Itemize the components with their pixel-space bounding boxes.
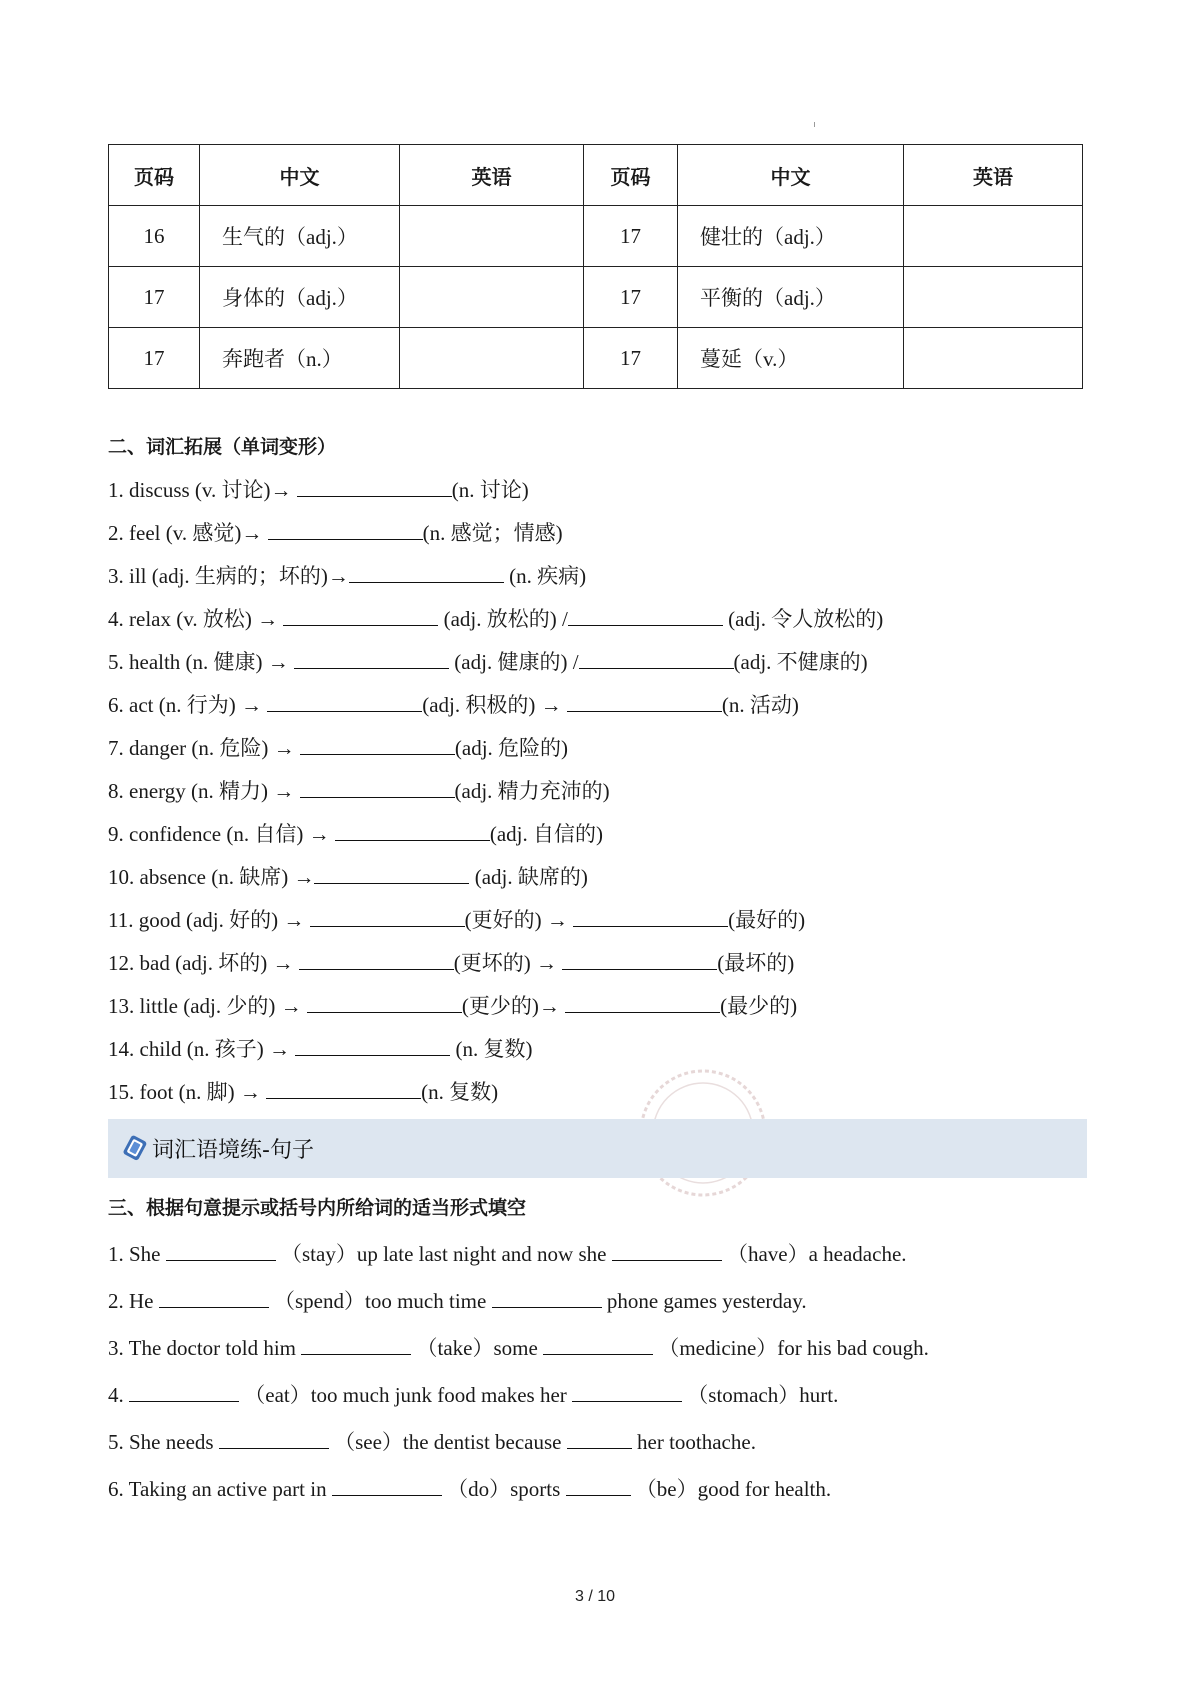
table-row (109, 267, 1083, 328)
page-cell: 16 (109, 206, 200, 267)
chinese-cell: 健壮的（adj.） (678, 206, 904, 267)
word-form-item: 5. health (n. 健康) → (adj. 健康的) / (adj. 不健康的) (108, 650, 868, 674)
answer-blank[interactable] (492, 1287, 602, 1308)
answer-blank[interactable] (579, 648, 734, 669)
answer-blank[interactable] (572, 1381, 682, 1402)
english-answer-cell[interactable] (904, 267, 1083, 328)
chinese-cell: 身体的（adj.） (200, 267, 400, 328)
word-form-item: 12. bad (adj. 坏的) → (更坏的) → (最坏的) (108, 951, 795, 975)
answer-blank[interactable] (300, 777, 455, 798)
table-row (109, 206, 1083, 267)
word-form-item: 11. good (adj. 好的) → (更好的) → (最好的) (108, 908, 806, 932)
english-answer-cell[interactable] (400, 267, 584, 328)
answer-blank[interactable] (219, 1428, 329, 1449)
answer-blank[interactable] (268, 519, 423, 540)
page-cell: 17 (584, 328, 678, 389)
top-mark (814, 122, 815, 127)
section-two-title: 二、词汇拓展（单词变形） (108, 436, 337, 458)
answer-blank[interactable] (267, 691, 422, 712)
word-form-item: 2. feel (v. 感觉)→ (n. 感觉；情感) (108, 521, 563, 545)
answer-blank[interactable] (294, 648, 449, 669)
chinese-cell: 生气的（adj.） (200, 206, 400, 267)
word-form-item: 15. foot (n. 脚) → (n. 复数) (108, 1080, 499, 1104)
header-page: 页码 (584, 145, 678, 206)
answer-blank[interactable] (166, 1240, 276, 1261)
pencil-icon (123, 1135, 149, 1163)
word-form-item: 6. act (n. 行为) → (adj. 积极的) → (n. 活动) (108, 693, 799, 717)
answer-blank[interactable] (266, 1078, 421, 1099)
chinese-cell: 平衡的（adj.） (678, 267, 904, 328)
header-chinese: 中文 (200, 145, 400, 206)
banner-title: 词汇语境练-句子 (152, 1138, 314, 1163)
word-form-item: 9. confidence (n. 自信) → (adj. 自信的) (108, 822, 604, 846)
answer-blank[interactable] (295, 1035, 450, 1056)
answer-blank[interactable] (299, 949, 454, 970)
sentence-item: 1. She （stay）up late last night and now she （have）a headache. (108, 1242, 907, 1266)
vocabulary-table (108, 144, 1083, 389)
answer-blank[interactable] (129, 1381, 239, 1402)
answer-blank[interactable] (568, 605, 723, 626)
answer-blank[interactable] (349, 562, 504, 583)
sentence-item: 6. Taking an active part in （do）sports （be）good for health. (108, 1477, 832, 1501)
section-three-title: 三、根据句意提示或括号内所给词的适当形式填空 (108, 1197, 527, 1219)
word-form-item: 10. absence (n. 缺席) → (adj. 缺席的) (108, 865, 588, 889)
answer-blank[interactable] (159, 1287, 269, 1308)
word-form-item: 7. danger (n. 危险) → (adj. 危险的) (108, 736, 569, 760)
english-answer-cell[interactable] (400, 328, 584, 389)
header-english: 英语 (400, 145, 584, 206)
answer-blank[interactable] (310, 906, 465, 927)
header-page: 页码 (109, 145, 200, 206)
chinese-cell: 蔓延（v.） (678, 328, 904, 389)
answer-blank[interactable] (297, 476, 452, 497)
word-form-item: 4. relax (v. 放松) → (adj. 放松的) / (adj. 令人放松的) (108, 607, 884, 631)
header-english: 英语 (904, 145, 1083, 206)
page-number: 3 / 10 (574, 1588, 616, 1605)
table-row (109, 328, 1083, 389)
answer-blank[interactable] (567, 1428, 632, 1449)
sentence-item: 2. He （spend）too much time phone games yesterday. (108, 1289, 807, 1313)
sentence-item: 3. The doctor told him （take）some （medicine）for his bad cough. (108, 1336, 929, 1360)
word-form-item: 13. little (adj. 少的) → (更少的)→ (最少的) (108, 994, 798, 1018)
english-answer-cell[interactable] (904, 206, 1083, 267)
sentence-item: 5. She needs （see）the dentist because her toothache. (108, 1430, 756, 1454)
answer-blank[interactable] (300, 734, 455, 755)
answer-blank[interactable] (566, 1475, 631, 1496)
english-answer-cell[interactable] (400, 206, 584, 267)
answer-blank[interactable] (562, 949, 717, 970)
sentence-item: 4. （eat）too much junk food makes her （stomach）hurt. (108, 1383, 839, 1407)
word-form-item: 8. energy (n. 精力) → (adj. 精力充沛的) (108, 779, 610, 803)
page-cell: 17 (109, 328, 200, 389)
answer-blank[interactable] (567, 691, 722, 712)
section-banner (108, 1119, 1087, 1178)
answer-blank[interactable] (301, 1334, 411, 1355)
answer-blank[interactable] (307, 992, 462, 1013)
chinese-cell: 奔跑者（n.） (200, 328, 400, 389)
answer-blank[interactable] (332, 1475, 442, 1496)
answer-blank[interactable] (335, 820, 490, 841)
page-cell: 17 (584, 267, 678, 328)
answer-blank[interactable] (573, 906, 728, 927)
page-cell: 17 (109, 267, 200, 328)
header-chinese: 中文 (678, 145, 904, 206)
page-cell: 17 (584, 206, 678, 267)
word-form-item: 14. child (n. 孩子) → (n. 复数) (108, 1037, 533, 1061)
table-header-row (109, 145, 1083, 206)
answer-blank[interactable] (612, 1240, 722, 1261)
answer-blank[interactable] (314, 863, 469, 884)
answer-blank[interactable] (283, 605, 438, 626)
english-answer-cell[interactable] (904, 328, 1083, 389)
answer-blank[interactable] (543, 1334, 653, 1355)
answer-blank[interactable] (565, 992, 720, 1013)
word-form-item: 1. discuss (v. 讨论)→ (n. 讨论) (108, 478, 529, 502)
word-form-item: 3. ill (adj. 生病的；坏的)→ (n. 疾病) (108, 564, 587, 588)
